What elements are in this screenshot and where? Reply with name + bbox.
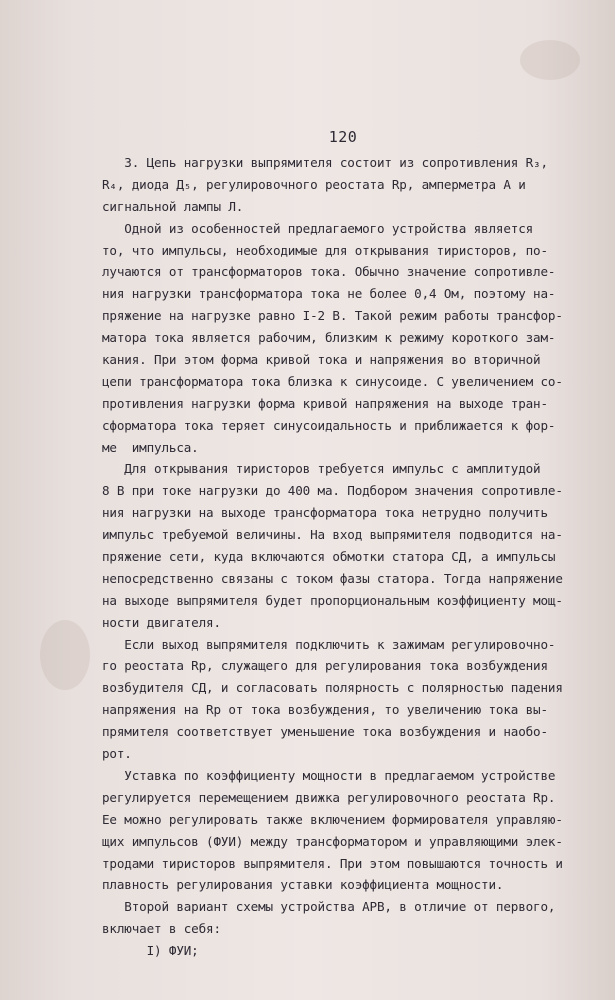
- text-line: щих импульсов (ФУИ) между трансформатором и управляющими элек-: [102, 833, 563, 849]
- text-line: непосредственно связаны с током фазы статора. Тогда напряжение: [102, 570, 563, 586]
- text-line: ния нагрузки на выходе трансформатора тока нетрудно получить: [102, 505, 548, 521]
- page-number: 120: [328, 128, 358, 146]
- text-line: лучаются от трансформаторов тока. Обычно значение сопротивле-: [102, 264, 556, 280]
- text-line: Уставка по коэффициенту мощности в предлагаемом устройстве: [102, 767, 556, 783]
- text-line: Второй вариант схемы устройства АРВ, в отличие от первого,: [102, 899, 556, 915]
- text-line: плавность регулирования уставки коэффициента мощности.: [102, 877, 504, 893]
- paper-stain: [520, 40, 580, 80]
- text-line: I) ФУИ;: [102, 943, 199, 959]
- text-line: цепи трансформатора тока близка к синусоиде. С увеличением со-: [102, 373, 563, 389]
- text-line: сигнальной лампы Л.: [102, 198, 244, 214]
- text-line: Одной из особенностей предлагаемого устройства является: [102, 220, 534, 236]
- text-line: пряжение на нагрузке равно I-2 В. Такой режим работы трансфор-: [102, 308, 563, 324]
- text-line: напряжения на Rр от тока возбуждения, то увеличению тока вы-: [102, 702, 548, 718]
- body-text: [102, 152, 602, 962]
- text-line: Ее можно регулировать также включением формирователя управляю-: [102, 811, 563, 827]
- text-line: ме импульса.: [102, 439, 199, 455]
- text-line: 3. Цепь нагрузки выпрямителя состоит из сопротивления R₃,: [102, 155, 548, 170]
- text-line: R₄, диода Д₅, регулировочного реостата Rр, амперметра А и: [102, 176, 526, 192]
- text-line: пряжение сети, куда включаются обмотки статора СД, а импульсы: [102, 549, 556, 565]
- text-line: включает в себя:: [102, 921, 221, 937]
- text-line: тродами тиристоров выпрямителя. При этом повышаются точность и: [102, 855, 563, 871]
- text-line: возбудителя СД, и согласовать полярность с полярностью падения: [102, 680, 563, 696]
- text-line: ния нагрузки трансформатора тока не более 0,4 Ом, поэтому на-: [102, 286, 556, 302]
- text-line: противления нагрузки форма кривой напряжения на выходе тран-: [102, 395, 548, 411]
- text-line: регулируется перемещением движка регулировочного реостата Rр.: [102, 789, 556, 805]
- text-line: ности двигателя.: [102, 614, 221, 630]
- text-line: Если выход выпрямителя подключить к зажимам регулировочно-: [102, 636, 556, 652]
- text-line: импульс требуемой величины. На вход выпрямителя подводится на-: [102, 527, 563, 543]
- text-line: сформатора тока теряет синусоидальность и приближается к фор-: [102, 417, 556, 433]
- text-line: матора тока является рабочим, близким к режиму короткого зам-: [102, 330, 556, 346]
- text-line: на выходе выпрямителя будет пропорциональным коэффициенту мощ-: [102, 592, 563, 608]
- text-line: 8 В при токе нагрузки до 400 ма. Подбором значения сопротивле-: [102, 483, 563, 499]
- text-line: го реостата Rр, служащего для регулирования тока возбуждения: [102, 658, 548, 674]
- text-line: кания. При этом форма кривой тока и напряжения во вторичной: [102, 352, 541, 368]
- paper-stain: [40, 620, 90, 690]
- text-line: Для открывания тиристоров требуется импульс с амплитудой: [102, 461, 541, 477]
- text-line: прямителя соответствует уменьшение тока возбуждения и наобо-: [102, 724, 548, 740]
- text-line: рот.: [102, 746, 132, 762]
- text-line: то, что импульсы, необходимые для открывания тиристоров, по-: [102, 242, 548, 258]
